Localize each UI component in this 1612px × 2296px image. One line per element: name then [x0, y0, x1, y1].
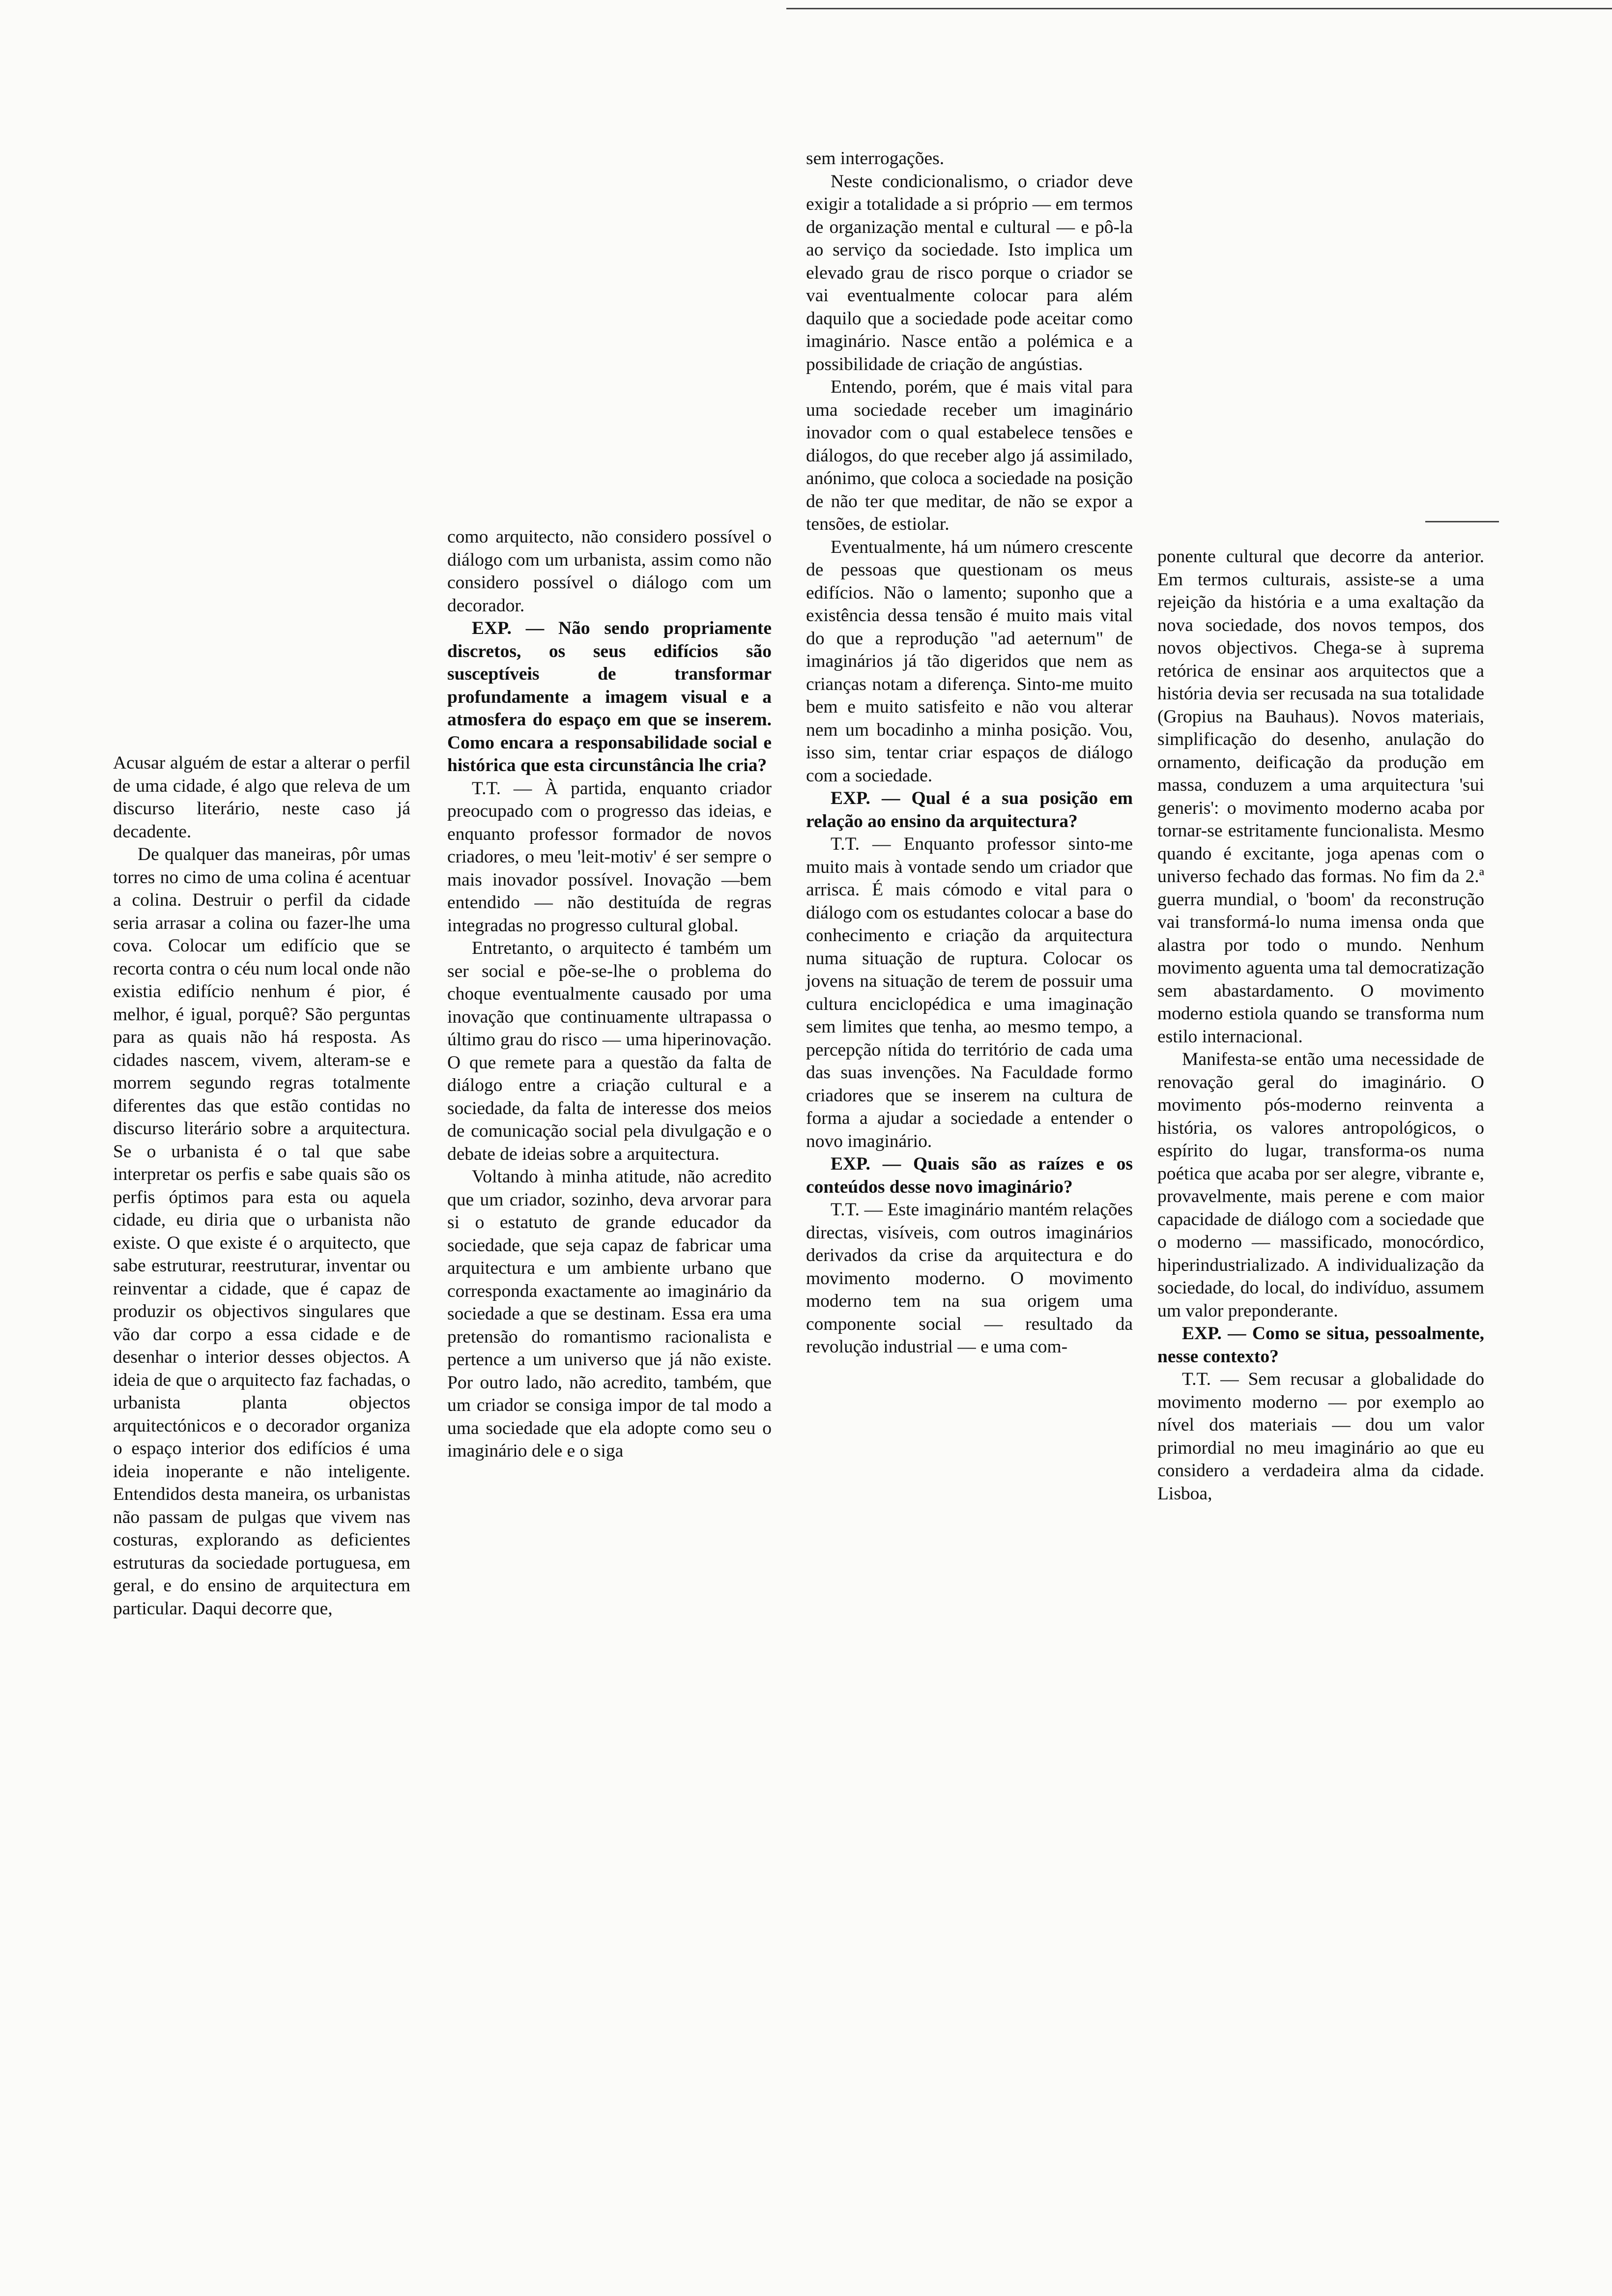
column-1	[113, 752, 410, 1620]
paragraph: Voltando à minha atitude, não acredito que um criador, sozinho, deva arvorar para si o estatuto de grande educador da sociedade, que seja capaz de fabricar uma arquitectura e um ambiente urbano que corresponda exactamente ao imaginário da sociedade a que se destinam. Essa era uma pretensão do romantismo racionalista e pertence a um universo que já não existe. Por outro lado, não acredito, também, que um criador se consiga impor de tal modo a uma sociedade que ela adopte como seu o imaginário dele e o siga	[447, 1167, 772, 1461]
paragraph: ponente cultural que decorre da anterior. Em termos culturais, assiste-se a uma rejeição da história e a uma exaltação da nova sociedade, dos novos tempos, dos novos objectivos. Chega-se à suprema retórica de ensinar aos arquitectos que a história devia ser recusada na sua totalidade (Gropius na Bauhaus). Novos materiais, simplificação do desenho, anulação do ornamento, deificação da produção em massa, conduzem a uma arquitectura 'sui generis': o movimento moderno acaba por tornar-se estritamente funcionalista. Mesmo quando é excitante, joga apenas com o universo fechado das formas. No fim da 2.ª guerra mundial, o 'boom' da reconstrução vai transformá-lo numa imensa onda que alastra por todo o mundo. Nenhum movimento aguenta uma tal democratização sem abastardamento. O movimento moderno estiola quando se transforma num estilo internacional.	[1157, 546, 1484, 1047]
paragraph: Entendo, porém, que é mais vital para uma sociedade receber um imaginário inovador com o qual estabelece tensões e diálogos, do que receber algo já assimilado, anónimo, que coloca a sociedade na posição de não ter que meditar, de não se expor a tensões, de estiolar.	[806, 377, 1133, 534]
interview-question: EXP. — Quais são as raízes e os conteúdos desse novo imaginário?	[806, 1154, 1133, 1197]
paragraph: T.T. — Este imaginário mantém relações directas, visíveis, com outros imaginários derivados da crise da arquitectura e do movimento moderno. O movimento moderno tem na sua origem uma componente social — resultado da revolução industrial — e uma com-	[806, 1200, 1133, 1357]
paragraph: T.T. — À partida, enquanto criador preocupado com o progresso das ideias, e enquanto professor formador de novos criadores, o meu 'leit-motiv' é ser sempre o mais inovador possível. Inovação —bem entendido — não destituída de regras integradas no progresso cultural global.	[447, 778, 772, 936]
paragraph: Neste condicionalismo, o criador deve exigir a totalidade a si próprio — em termos de organização mental e cultural — e pô-la ao serviço da sociedade. Isto implica um elevado grau de risco porque o criador se vai eventualmente colocar para além daquilo que a sociedade pode aceitar como imaginário. Nasce então a polémica e a possibilidade de criação de angústias.	[806, 171, 1133, 374]
column-3	[806, 147, 1133, 1359]
paragraph: Eventualmente, há um número crescente de pessoas que questionam os meus edifícios. Não o lamento; suponho que a existência dessa tensão é muito mais vital do que a reprodução "ad aeternum" de imaginários já tão digeridos que nem as crianças notam a diferença. Sinto-me muito bem e muito satisfeito e não vou alterar nem um bocadinho a minha posição. Vou, isso sim, tentar criar espaços de diálogo com a sociedade.	[806, 537, 1133, 786]
paragraph: Manifesta-se então uma necessidade de renovação geral do imaginário. O movimento pós-moderno reinventa a história, os valores antropológicos, o espírito do lugar, transforma-os numa poética que acaba por ser alegre, vibrante e, provavelmente, mais perene e com maior capacidade de diálogo com a sociedade que o moderno — massificado, monocórdico, hiperindustrializado. A individualização da sociedade, do local, do indivíduo, assumem um valor preponderante.	[1157, 1049, 1484, 1321]
top-rule	[786, 8, 1612, 9]
paragraph: T.T. — Enquanto professor sinto-me muito mais à vontade sendo um criador que arrisca. É mais cómodo e vital para o diálogo com os estudantes colocar a base do conhecimento e criação da arquitectura numa situação de ruptura. Colocar os jovens na situação de terem de possuir uma cultura enciclopédica e uma imaginação sem limites que tenha, ao mesmo tempo, a percepção nítida do território de cada uma das suas invenções. Na Faculdade formo criadores que se inserem na cultura de forma a ajudar a sociedade a entender o novo imaginário.	[806, 834, 1133, 1151]
column-2	[447, 526, 772, 1463]
paragraph: sem interrogações.	[806, 148, 945, 169]
interview-question: EXP. — Como se situa, pessoalmente, nesse contexto?	[1157, 1323, 1484, 1367]
interview-question: EXP. — Não sendo propriamente discretos, os seus edifícios são susceptíveis de transformar profundamente a imagem visual e a atmosfera do espaço em que se inserem. Como encara a responsabilidade social e histórica que esta circunstância lhe cria?	[447, 618, 772, 775]
paragraph: Entretanto, o arquitecto é também um ser social e põe-se-lhe o problema do choque eventualmente causado por uma inovação que continuamente ultrapassa o último grau do risco — uma hiperinovação. O que remete para a questão da falta de diálogo entre a criação cultural e a sociedade, da falta de interesse dos meios de comunicação social pela divulgação e o debate de ideias sobre a arquitectura.	[447, 938, 772, 1164]
paragraph: T.T. — Sem recusar a globalidade do movimento moderno — por exemplo ao nível dos materiais — dou um valor primordial no meu imaginário ao que eu considero a verdadeira alma da cidade. Lisboa,	[1157, 1369, 1484, 1504]
paragraph: De qualquer das maneiras, pôr umas torres no cimo de uma colina é acentuar a colina. Destruir o perfil da cidade seria arrasar a colina ou fazer-lhe uma cova. Colocar um edifício que se recorta contra o céu num local onde não existia edifício nenhum é pior, é melhor, é igual, porquê? São perguntas para as quais não há resposta. As cidades nascem, vivem, alteram-se e morrem segundo regras totalmente diferentes das que estão contidas no discurso literário sobre a arquitectura. Se o urbanista é o tal que sabe interpretar os perfis e sabe quais são os perfis óptimos para esta ou aquela cidade, eu diria que o urbanista não existe. O que existe é o arquitecto, que sabe estruturar, reestruturar, inventar ou reinventar a cidade, que é capaz de produzir os objectivos singulares que vão dar corpo a essa cidade e de desenhar o interior desses objectos. A ideia de que o arquitecto faz fachadas, o urbanista planta objectos arquitectónicos e o decorador organiza o espaço interior dos edifícios é uma ideia inoperante e não inteligente. Entendidos desta maneira, os urbanistas não passam de pulgas que vivem nas costuras, explorando as deficientes estruturas da sociedade portuguesa, em geral, e do ensino de arquitectura em particular. Daqui decorre que,	[113, 844, 410, 1619]
paragraph: como arquitecto, não considero possível o diálogo com um urbanista, assim como não considero possível o diálogo com um decorador.	[447, 527, 772, 616]
paragraph: Acusar alguém de estar a alterar o perfil de uma cidade, é algo que releva de um discurso literário, neste caso já decadente.	[113, 753, 410, 842]
interview-question: EXP. — Qual é a sua posição em relação ao ensino da arquitectura?	[806, 788, 1133, 832]
column-4	[1157, 545, 1484, 1505]
column-rule	[1425, 521, 1499, 522]
